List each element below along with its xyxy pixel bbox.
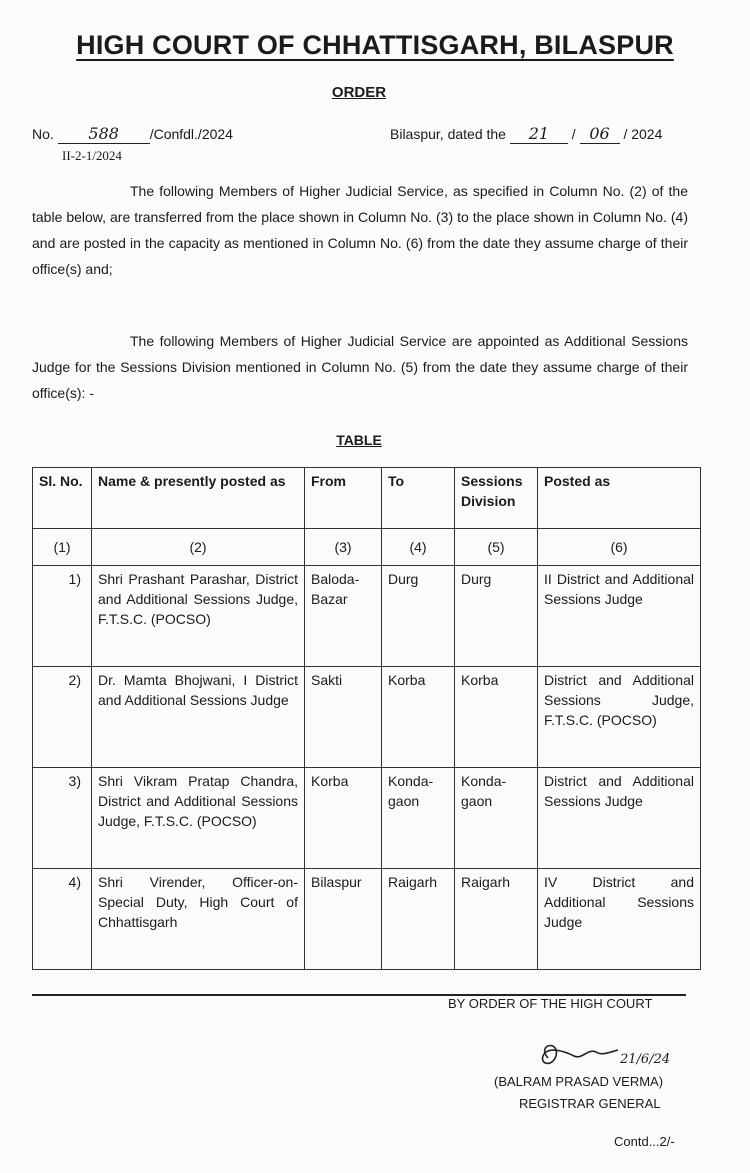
- order-number-suffix: /Confdl./2024: [149, 126, 233, 142]
- column-header-sl-no: Sl. No.: [33, 468, 92, 529]
- cell-from: Bilaspur: [305, 869, 382, 970]
- cell-name: Shri Prashant Parashar, District and Additional Sessions Judge, F.T.S.C. (POCSO): [92, 566, 305, 667]
- cell-name: Shri Vikram Pratap Chandra, District and Additional Sessions Judge, F.T.S.C. (POCSO): [92, 768, 305, 869]
- cell-posted-as: District and Additional Sessions Judge: [538, 768, 701, 869]
- cell-division: Durg: [455, 566, 538, 667]
- order-number: [32, 124, 233, 144]
- cell-to: Konda-gaon: [382, 768, 455, 869]
- cell-posted-as: II District and Additional Sessions Judge: [538, 566, 701, 667]
- column-number: (5): [455, 529, 538, 566]
- date-day: 21: [510, 124, 568, 144]
- column-header-from: From: [305, 468, 382, 529]
- cell-from: Sakti: [305, 667, 382, 768]
- date-prefix: Bilaspur, dated the: [390, 126, 506, 142]
- document-title: HIGH COURT OF CHHATTISGARH, BILASPUR: [76, 30, 674, 60]
- cell-posted-as: IV District and Additional Sessions Judge: [538, 869, 701, 970]
- order-date: Bilaspur, dated the 21 / 06 / 2024: [390, 124, 663, 143]
- cell-to: Korba: [382, 667, 455, 768]
- table-heading: TABLE: [336, 432, 382, 448]
- continued-note: Contd...2/-: [614, 1134, 675, 1149]
- cell-posted-as: District and Additional Sessions Judge, F.T.S.C. (POCSO): [538, 667, 701, 768]
- table-row: [33, 768, 701, 869]
- transfer-table: [32, 467, 701, 970]
- column-number-row: [33, 529, 701, 566]
- cell-sl-no: 1): [33, 566, 92, 667]
- table-row: [33, 667, 701, 768]
- cell-sl-no: 4): [33, 869, 92, 970]
- cell-to: Durg: [382, 566, 455, 667]
- column-number: (6): [538, 529, 701, 566]
- cell-to: Raigarh: [382, 869, 455, 970]
- signatory-name: (BALRAM PRASAD VERMA): [494, 1074, 664, 1089]
- column-header-name: Name & presently posted as: [92, 468, 305, 529]
- column-header-sessions-division: Sessions Division: [455, 468, 538, 529]
- cell-from: Baloda-Bazar: [305, 566, 382, 667]
- table-header-row: [33, 468, 701, 529]
- paragraph-appointment: The following Members of Higher Judicial Service are appointed as Additional Sessions Judge for the Sessions Division mentioned in Column No. (5) from the date they assume charge of their office(s): -: [32, 333, 688, 401]
- signatory-designation: REGISTRAR GENERAL: [519, 1096, 661, 1111]
- file-reference: II-2-1/2024: [62, 148, 122, 163]
- order-number-value: 588: [58, 124, 150, 144]
- cell-sl-no: 3): [33, 768, 92, 869]
- column-number: (2): [92, 529, 305, 566]
- signature-date: 21/6/24: [620, 1052, 671, 1067]
- column-header-posted-as: Posted as: [538, 468, 701, 529]
- cell-name: Shri Virender, Officer-on-Special Duty, High Court of Chhattisgarh: [92, 869, 305, 970]
- order-heading: ORDER: [331, 84, 387, 101]
- table-row: [33, 869, 701, 970]
- cell-division: Raigarh: [455, 869, 538, 970]
- column-number: (3): [305, 529, 382, 566]
- cell-from: Korba: [305, 768, 382, 869]
- order-number-label: No.: [32, 126, 54, 142]
- column-header-to: To: [382, 468, 455, 529]
- column-number: (1): [33, 529, 92, 566]
- cell-sl-no: 2): [33, 667, 92, 768]
- cell-division: Konda-gaon: [455, 768, 538, 869]
- date-month: 06: [580, 124, 620, 144]
- paragraph-transfer: The following Members of Higher Judicial Service, as specified in Column No. (2) of the table below, are transferred from the place shown in Column No. (3) to the place shown in Column No. (4) and are posted in the capacity as mentioned in Column No. (6) from the date they assume charge of their office(s) and;: [32, 183, 688, 277]
- table-row: [33, 566, 701, 667]
- by-order-line: BY ORDER OF THE HIGH COURT: [448, 996, 653, 1011]
- cell-division: Korba: [455, 667, 538, 768]
- column-number: (4): [382, 529, 455, 566]
- signature-icon: [530, 1038, 620, 1074]
- cell-name: Dr. Mamta Bhojwani, I District and Additional Sessions Judge: [92, 667, 305, 768]
- date-year: / 2024: [623, 126, 663, 142]
